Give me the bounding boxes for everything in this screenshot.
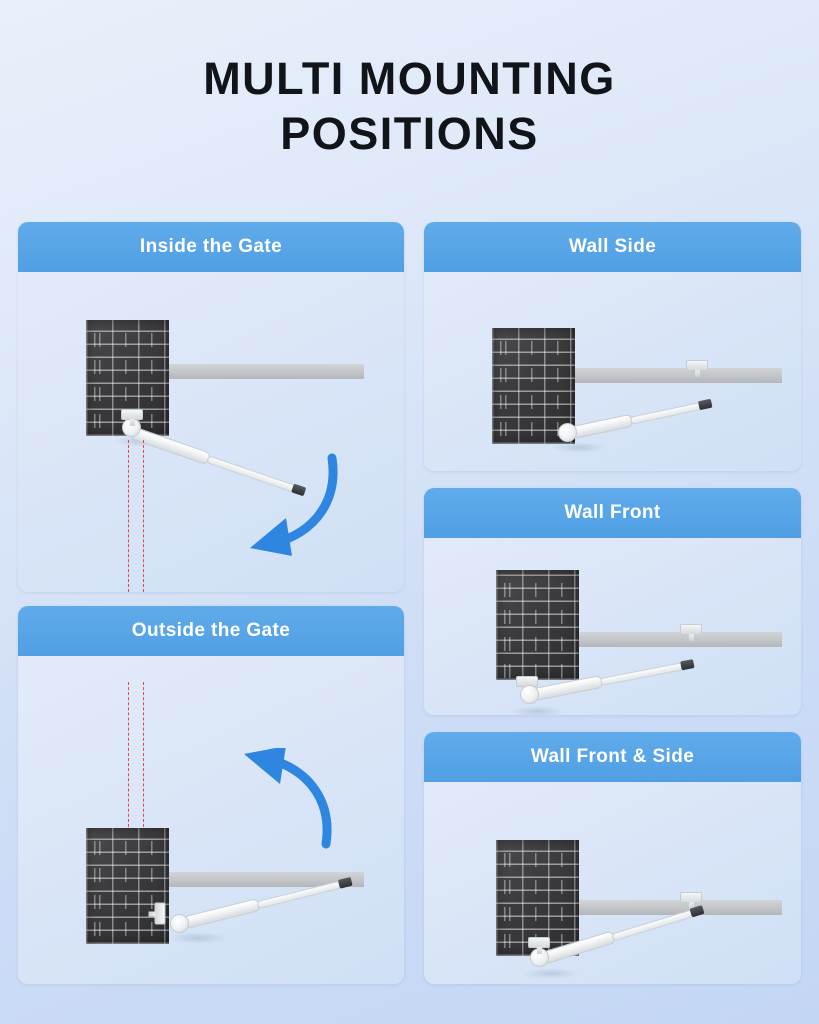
card-wall-front bbox=[424, 488, 801, 715]
swing-guide-dashed-line bbox=[128, 440, 144, 592]
card-body-wall-side bbox=[424, 272, 801, 471]
pivot-shadow bbox=[168, 932, 228, 944]
swing-direction-arrow bbox=[208, 748, 338, 858]
card-title-inside-the-gate: Inside the Gate bbox=[139, 236, 283, 257]
gate-opener-actuator bbox=[563, 397, 715, 442]
gate-panel bbox=[168, 364, 364, 379]
actuator-end-bracket bbox=[338, 877, 353, 889]
brick-pillar bbox=[496, 570, 579, 680]
actuator-end-bracket bbox=[698, 399, 713, 411]
card-title-wall-front: Wall Front bbox=[564, 502, 661, 523]
actuator-pivot-joint bbox=[558, 423, 577, 442]
card-wall-front-and-side bbox=[424, 732, 801, 984]
swing-guide-dashed-line bbox=[128, 682, 144, 832]
card-header-wall-front bbox=[424, 488, 801, 538]
pivot-shadow bbox=[510, 706, 564, 715]
page-title-line-2: POSITIONS bbox=[280, 107, 539, 159]
card-title-wall-front-and-side: Wall Front & Side bbox=[530, 746, 695, 767]
actuator-pivot-joint bbox=[170, 914, 189, 933]
actuator-rod bbox=[600, 661, 688, 686]
actuator-rod bbox=[630, 401, 706, 425]
page-title-line-1: MULTI MOUNTING bbox=[203, 53, 616, 104]
gate-panel bbox=[570, 632, 782, 647]
page-title bbox=[0, 0, 819, 162]
actuator-pivot-joint bbox=[520, 685, 539, 704]
pillar-mount-bracket bbox=[528, 937, 550, 948]
gate-mount-bracket bbox=[686, 360, 708, 371]
card-body-inside-the-gate bbox=[18, 272, 404, 592]
pillar-mount-bracket bbox=[155, 903, 166, 925]
gate-mount-bracket bbox=[680, 892, 702, 903]
card-body-outside-the-gate bbox=[18, 656, 404, 984]
pivot-shadow bbox=[552, 442, 606, 453]
card-body-wall-front bbox=[424, 538, 801, 715]
actuator-end-bracket bbox=[689, 905, 704, 917]
card-header-wall-front-and-side bbox=[424, 732, 801, 782]
card-header-outside-the-gate bbox=[18, 606, 404, 656]
pillar-mount-bracket bbox=[121, 409, 143, 420]
card-outside-the-gate bbox=[18, 606, 404, 984]
swing-direction-arrow bbox=[214, 452, 344, 562]
pivot-shadow bbox=[522, 968, 580, 979]
card-title-wall-side: Wall Side bbox=[568, 236, 657, 257]
actuator-tube bbox=[568, 414, 633, 440]
actuator-tube bbox=[182, 898, 261, 929]
card-header-wall-side bbox=[424, 222, 801, 272]
card-body-wall-front-and-side bbox=[424, 782, 801, 984]
gate-mount-bracket bbox=[680, 624, 702, 635]
card-header-inside-the-gate bbox=[18, 222, 404, 272]
card-wall-side bbox=[424, 222, 801, 471]
gate-panel bbox=[572, 368, 782, 383]
actuator-end-bracket bbox=[680, 659, 694, 670]
brick-pillar bbox=[86, 828, 169, 944]
card-title-outside-the-gate: Outside the Gate bbox=[131, 620, 291, 641]
card-inside-the-gate bbox=[18, 222, 404, 592]
